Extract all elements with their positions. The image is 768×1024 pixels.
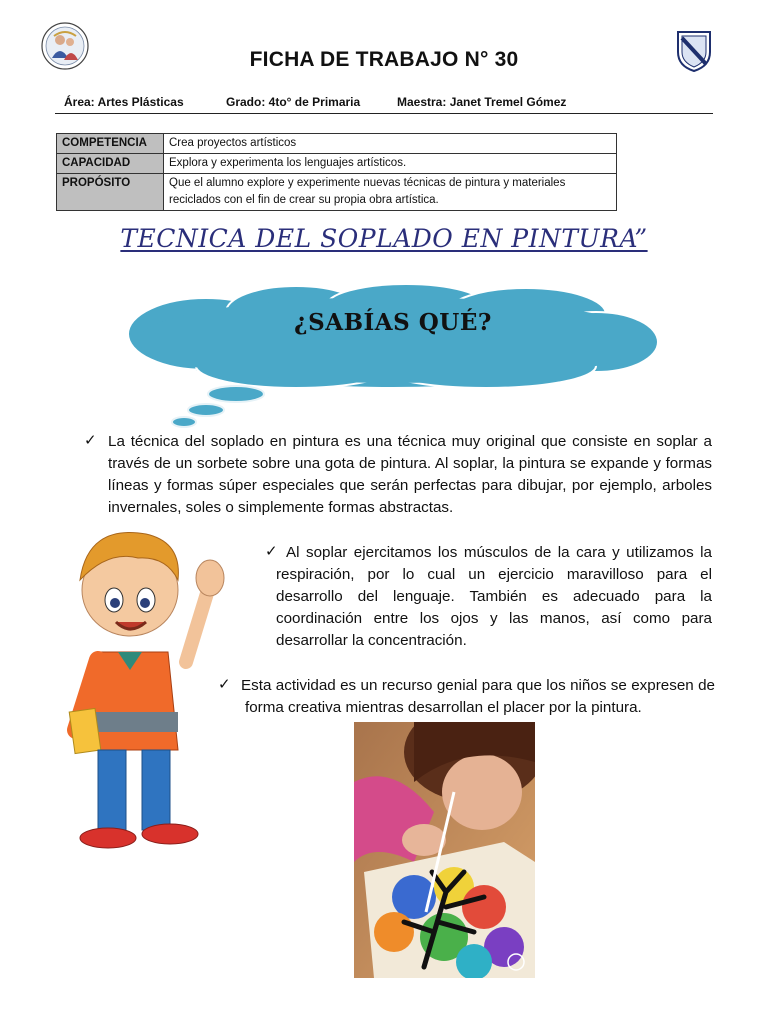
table-key: COMPETENCIA	[57, 134, 164, 154]
table-row	[57, 154, 617, 174]
teacher-label: Maestra: Janet Tremel Gómez	[397, 95, 567, 109]
bullet-paragraph: Al soplar ejercitamos los músculos de la cara y utilizamos la respiración, por lo cual un ejercicio maravilloso para el desarrollo del lenguaje. También es adecuado para la coordinación entre los ojos y las manos, así como para desarrollar la concentración.	[276, 544, 712, 649]
table-key: CAPACIDAD	[57, 154, 164, 174]
blow-painting-photo	[354, 722, 535, 978]
table-value: Que el alumno explore y experimente nuevas técnicas de pintura y materiales reciclados con el fin de crear su propia obra artística.	[164, 174, 617, 211]
check-icon: ✓	[265, 543, 278, 560]
technique-heading: TECNICA DEL SOPLADO EN PINTURA”	[120, 224, 648, 253]
table-key: PROPÓSITO	[57, 174, 164, 211]
did-you-know-label: ¿SABÍAS QUÉ?	[294, 309, 492, 336]
check-icon: ✓	[84, 432, 97, 449]
table-value: Explora y experimenta los lenguajes artísticos.	[164, 154, 617, 174]
page-title: FICHA DE TRABAJO N° 30	[249, 48, 519, 71]
bullet-paragraph: La técnica del soplado en pintura es una técnica muy original que consiste en soplar a través de un sorbete sobre una gota de pintura. Al soplar, la pintura se expande y formas líneas y formas súper especiales que serán perfectas para dibujar, por ejemplo, arboles invernales, soles o simplemente formas abstractas.	[108, 433, 712, 516]
header-divider	[55, 113, 713, 114]
table-row	[57, 174, 617, 211]
table-value: Crea proyectos artísticos	[164, 134, 617, 154]
cloud-bubble-icon	[126, 282, 660, 430]
check-icon: ✓	[218, 676, 231, 693]
grade-label: Grado: 4to° de Primaria	[226, 95, 361, 109]
bullet-paragraph: Esta actividad es un recurso genial para que los niños se expresen de forma creativa mientras desarrollan el placer por la pintura.	[241, 677, 715, 716]
competency-table	[56, 133, 617, 211]
area-label: Área: Artes Plásticas	[64, 95, 184, 109]
table-row	[57, 134, 617, 154]
thumbs-up-boy-illustration	[58, 520, 248, 860]
